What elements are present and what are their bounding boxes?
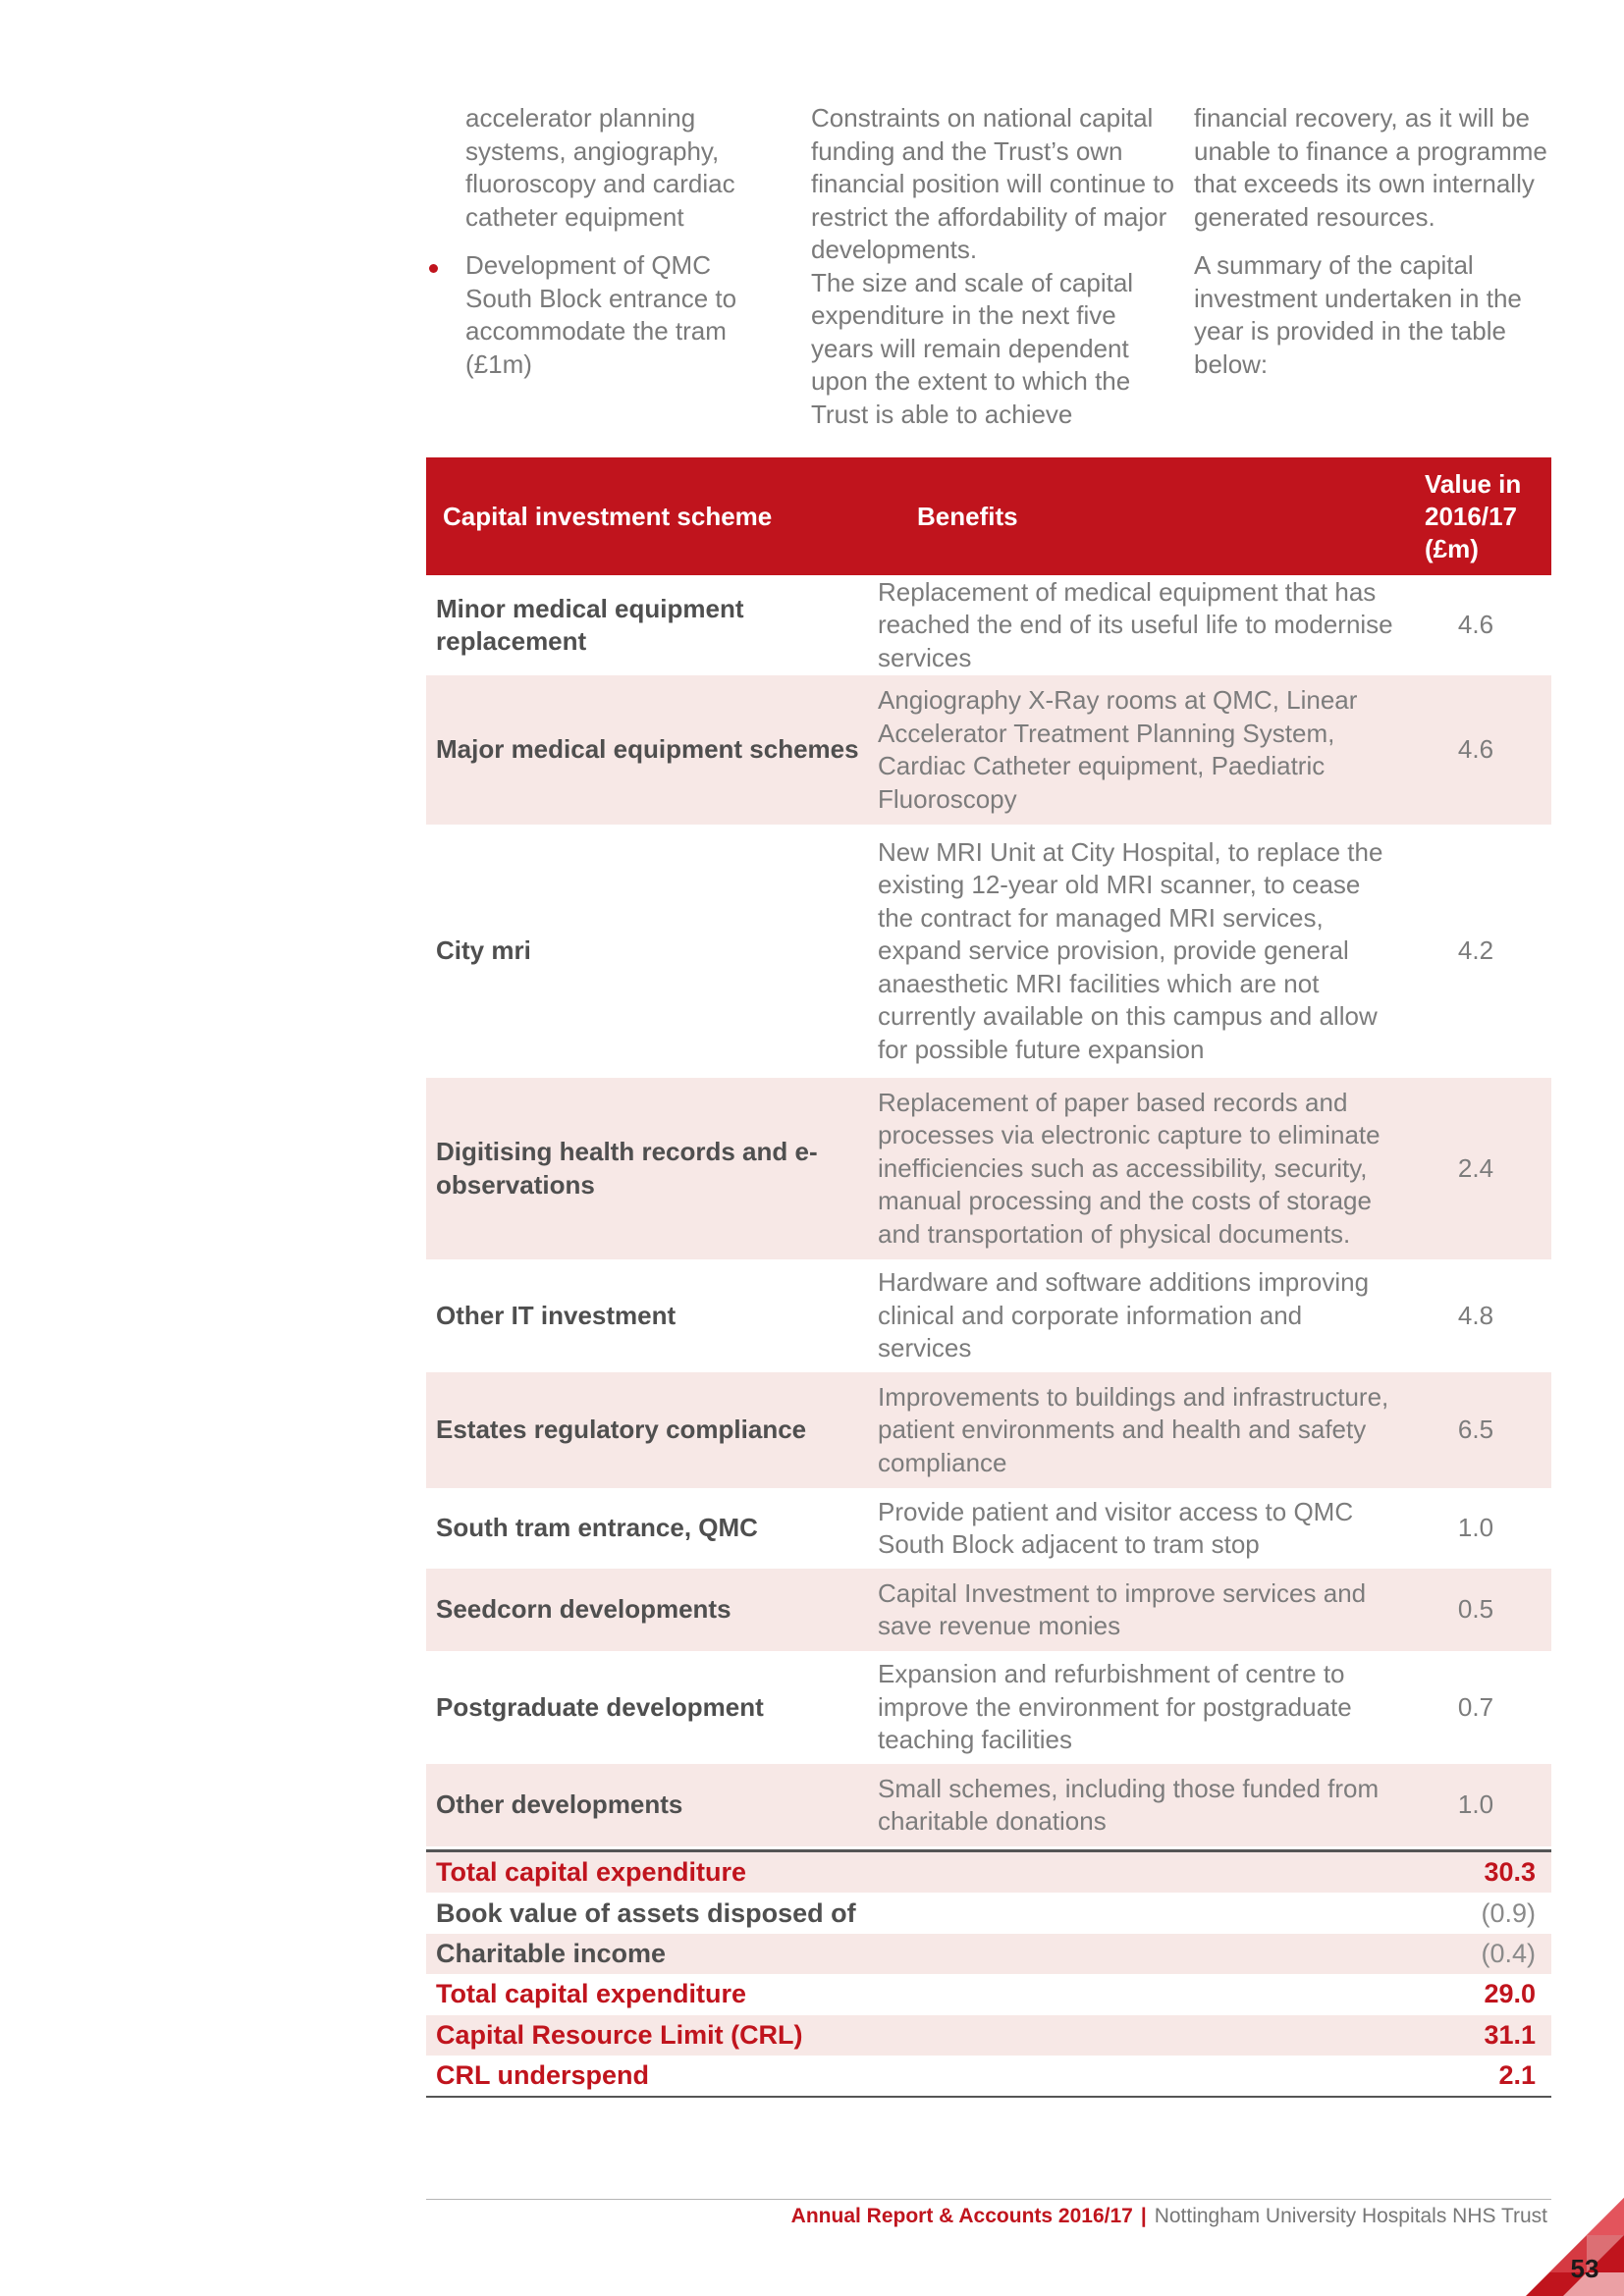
- scheme-cell: Seedcorn developments: [426, 1569, 878, 1651]
- summary-value: 2.1: [1498, 2060, 1536, 2091]
- table-row: [426, 1259, 1551, 1372]
- intro-paragraph: Constraints on national capital funding and the Trust’s own financial position will continue to restrict the affordability of major developments.: [811, 103, 1174, 264]
- footer-divider: [426, 2199, 1551, 2200]
- header-scheme: Capital investment scheme: [426, 457, 878, 575]
- summary-row: [426, 1852, 1551, 1893]
- bullet-item: [426, 249, 740, 381]
- bullet-text: Development of QMC South Block entrance to accommodate the tram (£1m): [465, 250, 737, 379]
- summary-label: Total capital expenditure: [436, 1857, 747, 1888]
- table-header-row: [426, 457, 1551, 575]
- bullet-dot-icon: [429, 264, 438, 273]
- intro-column-2: [811, 102, 1174, 431]
- scheme-cell: Major medical equipment schemes: [426, 675, 878, 825]
- corner-shape-light: [1587, 2198, 1624, 2235]
- scheme-cell: Digitising health records and e-observations: [426, 1078, 878, 1259]
- capital-investment-table: [426, 457, 1551, 1846]
- summary-label: Capital Resource Limit (CRL): [436, 2019, 803, 2050]
- summary-row: [426, 1974, 1551, 2014]
- scheme-cell: Minor medical equipment replacement: [436, 593, 744, 656]
- table-row: [426, 575, 1551, 675]
- summary-row: [426, 2015, 1551, 2056]
- value-cell: 6.5: [1410, 1372, 1551, 1488]
- table-row: [426, 1569, 1551, 1651]
- scheme-cell: Estates regulatory compliance: [426, 1372, 878, 1488]
- table-row: [426, 1651, 1551, 1764]
- header-benefits: Benefits: [878, 457, 1410, 575]
- value-cell: 1.0: [1410, 1764, 1551, 1846]
- value-cell: 4.6: [1457, 610, 1494, 640]
- benefit-cell: Provide patient and visitor access to QMC South Block adjacent to tram stop: [878, 1496, 1354, 1559]
- table-row: [426, 1078, 1551, 1259]
- summary-value: (0.9): [1481, 1897, 1536, 1928]
- summary-label: Charitable income: [436, 1938, 667, 1968]
- benefit-cell: Small schemes, including those funded from charitable donations: [878, 1764, 1410, 1846]
- summary-label: CRL underspend: [436, 2060, 650, 2091]
- value-cell: 4.6: [1410, 675, 1551, 825]
- intro-paragraph: A summary of the capital investment undertaken in the year is provided in the table below:: [1194, 250, 1522, 379]
- intro-column-3: [1194, 102, 1551, 397]
- table-row: [426, 825, 1551, 1078]
- scheme-cell: South tram entrance, QMC: [436, 1513, 758, 1543]
- scheme-cell: Other IT investment: [436, 1300, 677, 1330]
- benefit-cell: Angiography X-Ray rooms at QMC, Linear Accelerator Treatment Planning System, Cardiac Catheter equipment, Paediatric Fluoroscopy: [878, 675, 1410, 825]
- summary-value: 29.0: [1484, 1979, 1536, 2009]
- benefit-cell: New MRI Unit at City Hospital, to replace the existing 12-year old MRI scanner, to cease the contract for managed MRI services, expand service provision, provide general anaesthetic MRI facilities which are not currently available on this campus and allow for possible future expansion: [878, 836, 1383, 1064]
- summary-label: Book value of assets disposed of: [436, 1897, 856, 1928]
- report-title: Annual Report & Accounts 2016/17: [790, 2205, 1133, 2227]
- page-number: 53: [1570, 2254, 1599, 2283]
- scheme-cell: Postgraduate development: [436, 1691, 764, 1722]
- intro-column-1: [426, 102, 740, 381]
- table-row: [426, 1488, 1551, 1569]
- benefit-cell: Replacement of medical equipment that has reached the end of its useful life to modernise services: [878, 576, 1393, 672]
- intro-paragraph: accelerator planning systems, angiography, fluoroscopy and cardiac catheter equipment: [465, 103, 735, 232]
- organisation-name: Nottingham University Hospitals NHS Trust: [1154, 2205, 1547, 2227]
- scheme-cell: City mri: [436, 935, 531, 966]
- value-cell: 2.4: [1410, 1078, 1551, 1259]
- benefit-cell: Replacement of paper based records and processes via electronic capture to eliminate inefficiencies such as accessibility, security, manual processing and the costs of storage and transportation of physical documents.: [878, 1078, 1410, 1259]
- intro-paragraph: The size and scale of capital expenditure in the next five years will remain dependent upon the extent to which the Trust is able to achieve: [811, 267, 1134, 429]
- summary-row: [426, 2056, 1551, 2096]
- intro-paragraph: financial recovery, as it will be unable to finance a programme that exceeds its own internally generated resources.: [1194, 103, 1547, 232]
- summary-row: [426, 1934, 1551, 1974]
- value-cell: 0.7: [1457, 1691, 1494, 1722]
- benefit-cell: Improvements to buildings and infrastructure, patient environments and health and safety compliance: [878, 1372, 1410, 1488]
- scheme-cell: Other developments: [426, 1764, 878, 1846]
- header-value: Value in 2016/17 (£m): [1410, 457, 1551, 575]
- intro-text: [426, 102, 1551, 436]
- value-cell: 0.5: [1410, 1569, 1551, 1651]
- value-cell: 1.0: [1457, 1513, 1494, 1543]
- summary-value: (0.4): [1481, 1938, 1536, 1968]
- footer-separator: |: [1140, 2205, 1147, 2227]
- summary-label: Total capital expenditure: [436, 1979, 747, 2009]
- table-row: [426, 675, 1551, 825]
- value-cell: 4.8: [1457, 1300, 1494, 1330]
- page-footer: [426, 2205, 1547, 2228]
- benefit-cell: Hardware and software additions improving clinical and corporate information and services: [878, 1267, 1370, 1363]
- benefit-cell: Expansion and refurbishment of centre to improve the environment for postgraduate teaching facilities: [878, 1659, 1352, 1755]
- benefit-cell: Capital Investment to improve services and save revenue monies: [878, 1569, 1410, 1651]
- table-row: [426, 1372, 1551, 1488]
- summary-value: 31.1: [1484, 2019, 1536, 2050]
- summary-value: 30.3: [1484, 1857, 1536, 1888]
- table-row: [426, 1764, 1551, 1846]
- summary-row: [426, 1893, 1551, 1933]
- value-cell: 4.2: [1457, 935, 1494, 966]
- summary-totals: [426, 1849, 1551, 2098]
